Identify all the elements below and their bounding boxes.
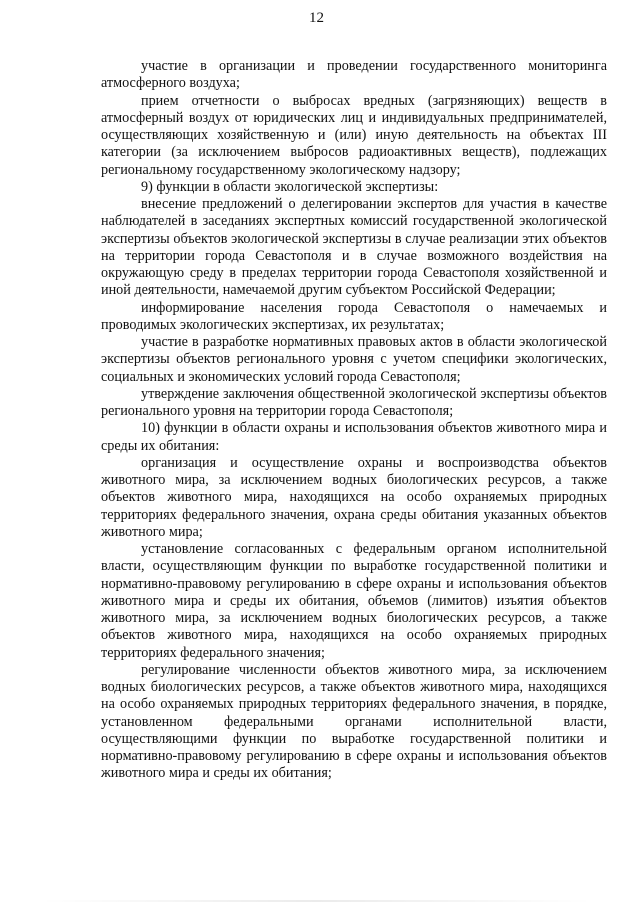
- scan-edge-shadow: [40, 900, 593, 902]
- paragraph: участие в организации и проведении государственного мониторинга атмосферного воздуха;: [101, 58, 607, 92]
- paragraph: организация и осуществление охраны и воспроизводства объектов животного мира, за исключением водных биологических ресурсов, а также объектов животного мира, находящихся на особо охраняемых природных территориях федерального значения, охрана среды обитания указанных объектов животного мира;: [101, 454, 607, 540]
- paragraph: прием отчетности о выбросах вредных (загрязняющих) веществ в атмосферный воздух от юридических лиц и индивидуальных предпринимателей, осуществляющих хозяйственную и (или) иную деятельность на объектах III категории (за исключением выбросов радиоактивных веществ), подлежащих региональному государственному экологическому надзору;: [101, 92, 607, 178]
- document-body: [101, 58, 607, 783]
- page-number: 12: [309, 10, 324, 26]
- paragraph: утверждение заключения общественной экологической экспертизы объектов регионального уровня на территории города Севастополя;: [101, 385, 607, 419]
- paragraph-heading: 9) функции в области экологической экспертизы:: [141, 178, 439, 195]
- paragraph: регулирование численности объектов животного мира, за исключением водных биологических ресурсов, а также объектов животного мира, находящихся на особо охраняемых природных территориях федерального значения, в порядке, установленном федеральными органами исполнительной власти, осуществляющими функции по выработке государственной политики и нормативно-правовому регулированию в сфере охраны и использования объектов животного мира и среды их обитания;: [101, 661, 607, 782]
- paragraph: установление согласованных с федеральным органом исполнительной власти, осуществляющим функции по выработке государственной политики и нормативно-правовому регулированию в сфере охраны и использования объектов животного мира и среды их обитания, объемов (лимитов) изъятия объектов животного мира, за исключением водных биологических ресурсов, а также объектов животного мира, находящихся на особо охраняемых природных территориях федерального значения;: [101, 541, 607, 661]
- paragraph: информирование населения города Севастополя о намечаемых и проводимых экологических экспертизах, их результатах;: [101, 299, 607, 333]
- paragraph: участие в разработке нормативных правовых актов в области экологической экспертизы объектов регионального уровня с учетом специфики экологических, социальных и экономических условий города Севастополя;: [101, 334, 607, 385]
- paragraph-heading: 10) функции в области охраны и использования объектов животного мира и среды их обитания:: [101, 420, 607, 454]
- paragraph: внесение предложений о делегировании экспертов для участия в качестве наблюдателей в заседаниях экспертных комиссий государственной экологической экспертизы объектов экологической экспертизы в случае реализации этих объектов на территории города Севастополя и в случае возможного воздействия на окружающую среду в пределах территории города Севастополя хозяйственной и иной деятельности, намечаемой другим субъектом Российской Федерации;: [101, 196, 607, 299]
